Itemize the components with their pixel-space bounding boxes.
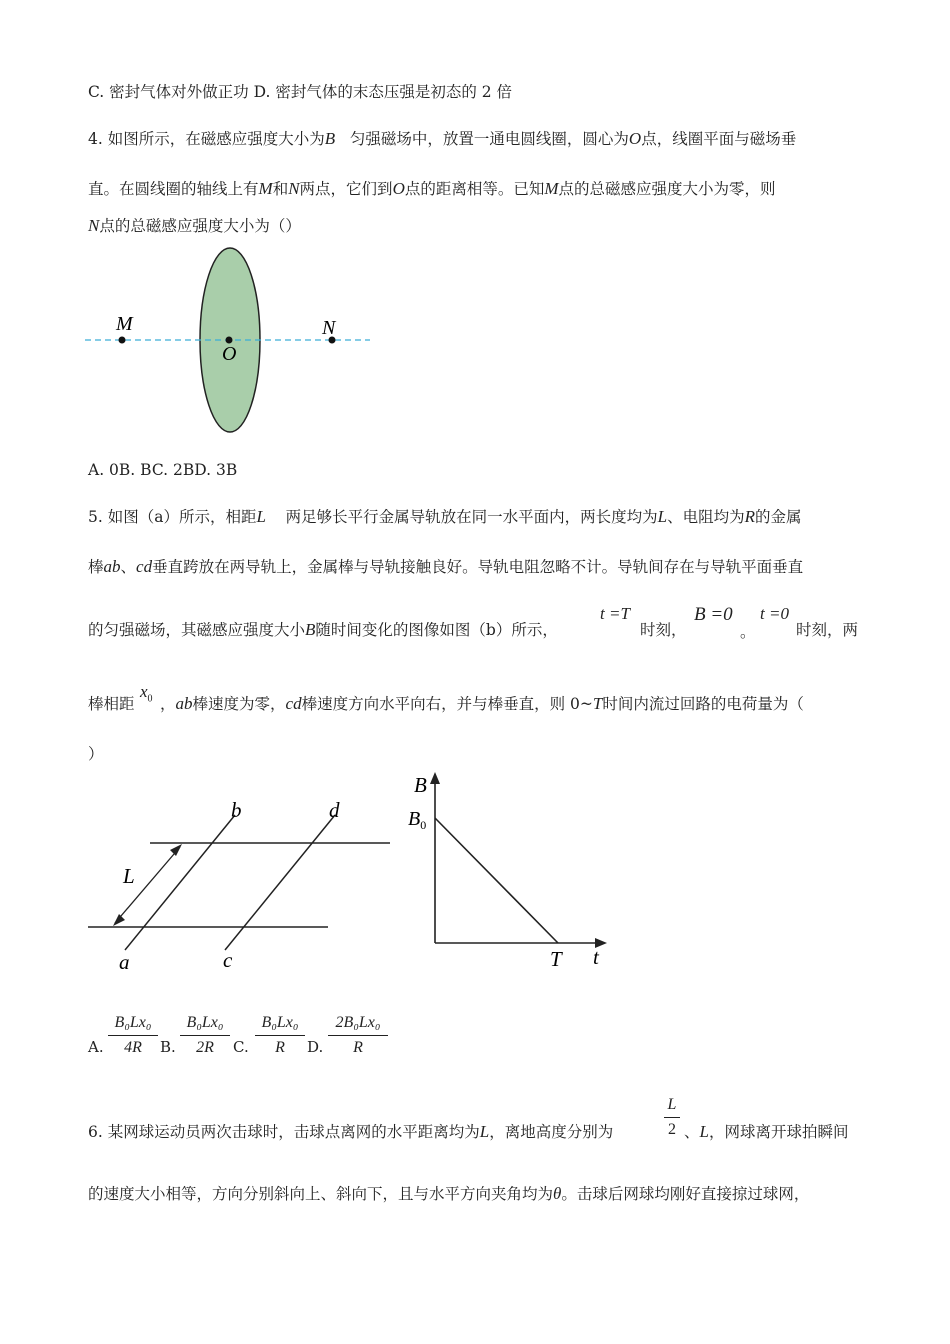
label-O: O bbox=[222, 343, 237, 365]
q5-line-4a: 棒相距 bbox=[88, 695, 135, 713]
q4-line-1: 4. 如图所示，在磁感应强度大小为B 匀强磁场中，放置一通电圆线圈，圆心为O点，线圈平面与磁场垂 bbox=[88, 129, 797, 148]
q4-coil-figure bbox=[80, 240, 380, 440]
dimension-arrow-bottom bbox=[113, 914, 125, 926]
q6-line-1b: 、L，网球离开球拍瞬间 bbox=[684, 1122, 849, 1141]
q5-line-5: ） bbox=[88, 745, 104, 763]
label-a: a bbox=[119, 950, 130, 974]
q6-line-2: 的速度大小相等，方向分别斜向上、斜向下，且与水平方向夹角均为θ。击球后网球均刚好直接掠过球网， bbox=[88, 1184, 810, 1203]
q5-figure-b bbox=[400, 768, 615, 973]
q5-line-4b: ，ab棒速度为零，cd棒速度方向水平向右，并与棒垂直，则 0~T时间内流过回路的电荷量为（ bbox=[160, 694, 804, 713]
math-x0: $x_0$ bbox=[140, 682, 153, 705]
label-d: d bbox=[329, 798, 340, 822]
option-C-letter: C. bbox=[233, 1038, 249, 1056]
label-B-axis: B bbox=[414, 773, 427, 797]
q5-line-2: 棒ab、cd垂直跨放在两导轨上，金属棒与导轨接触良好。导轨电阻忽略不计。导轨间存在与导轨平面垂直 bbox=[88, 557, 804, 576]
point-M bbox=[119, 337, 126, 344]
q5-line-3d: 。 bbox=[740, 623, 756, 641]
math-B-eq-0: B =0 bbox=[694, 604, 733, 625]
option-B-letter: B. bbox=[160, 1038, 176, 1056]
q4-line-2: 直。在圆线圈的轴线上有M和N两点，它们到O点的距离相等。已知M点的总磁感应强度大小为零，则 bbox=[88, 179, 776, 198]
q5-line-3e: 时刻，两 bbox=[796, 621, 859, 639]
label-N: N bbox=[322, 317, 336, 339]
q6-fraction-L-over-2: L 2 bbox=[664, 1094, 680, 1141]
rod-cd bbox=[225, 815, 335, 950]
label-b: b bbox=[231, 798, 242, 822]
y-axis-arrow bbox=[430, 772, 440, 784]
option-B-fraction: B₀Lx₀ 2R bbox=[180, 1012, 230, 1059]
math-t-eq-T: t =T bbox=[600, 604, 630, 623]
label-B0: $B_0$ bbox=[408, 808, 427, 832]
label-c: c bbox=[223, 948, 233, 972]
q4-line-3: N点的总磁感应强度大小为（） bbox=[88, 216, 301, 235]
q5-figure-a bbox=[85, 795, 405, 980]
rod-ab bbox=[125, 815, 235, 950]
option-D-letter: D. bbox=[307, 1038, 324, 1056]
q6-line-1a: 6. 某网球运动员两次击球时，击球点离网的水平距离均为L，离地高度分别为 bbox=[88, 1122, 614, 1141]
q5-line-3c: 时刻， bbox=[640, 621, 687, 639]
q5-line-3a: 的匀强磁场，其磁感应强度大小B随时间变化的图像如图（b）所示， bbox=[88, 620, 558, 639]
math-t-eq-0: t =0 bbox=[760, 604, 789, 623]
option-C-fraction: B₀Lx₀ R bbox=[255, 1012, 305, 1059]
option-A-fraction: B₀Lx₀ 4R bbox=[108, 1012, 158, 1059]
label-L: L bbox=[123, 864, 135, 888]
option-D-fraction: 2B₀Lx₀ R bbox=[328, 1012, 388, 1059]
label-M: M bbox=[116, 313, 133, 335]
q3-options-tail: C. 密封气体对外做正功 D. 密封气体的末态压强是初态的 2 倍 bbox=[88, 83, 513, 101]
label-T: T bbox=[550, 947, 562, 971]
q5-line-1: 5. 如图（a）所示，相距L 两足够长平行金属导轨放在同一水平面内，两长度均为L、电阻均为R的金属 bbox=[88, 507, 802, 526]
b-t-line bbox=[435, 818, 558, 943]
q4-options: A. 0B. BC. 2BD. 3B bbox=[88, 461, 238, 479]
label-t-axis: t bbox=[593, 945, 599, 969]
option-A-letter: A. bbox=[88, 1038, 104, 1056]
dimension-arrow-top bbox=[170, 844, 182, 856]
